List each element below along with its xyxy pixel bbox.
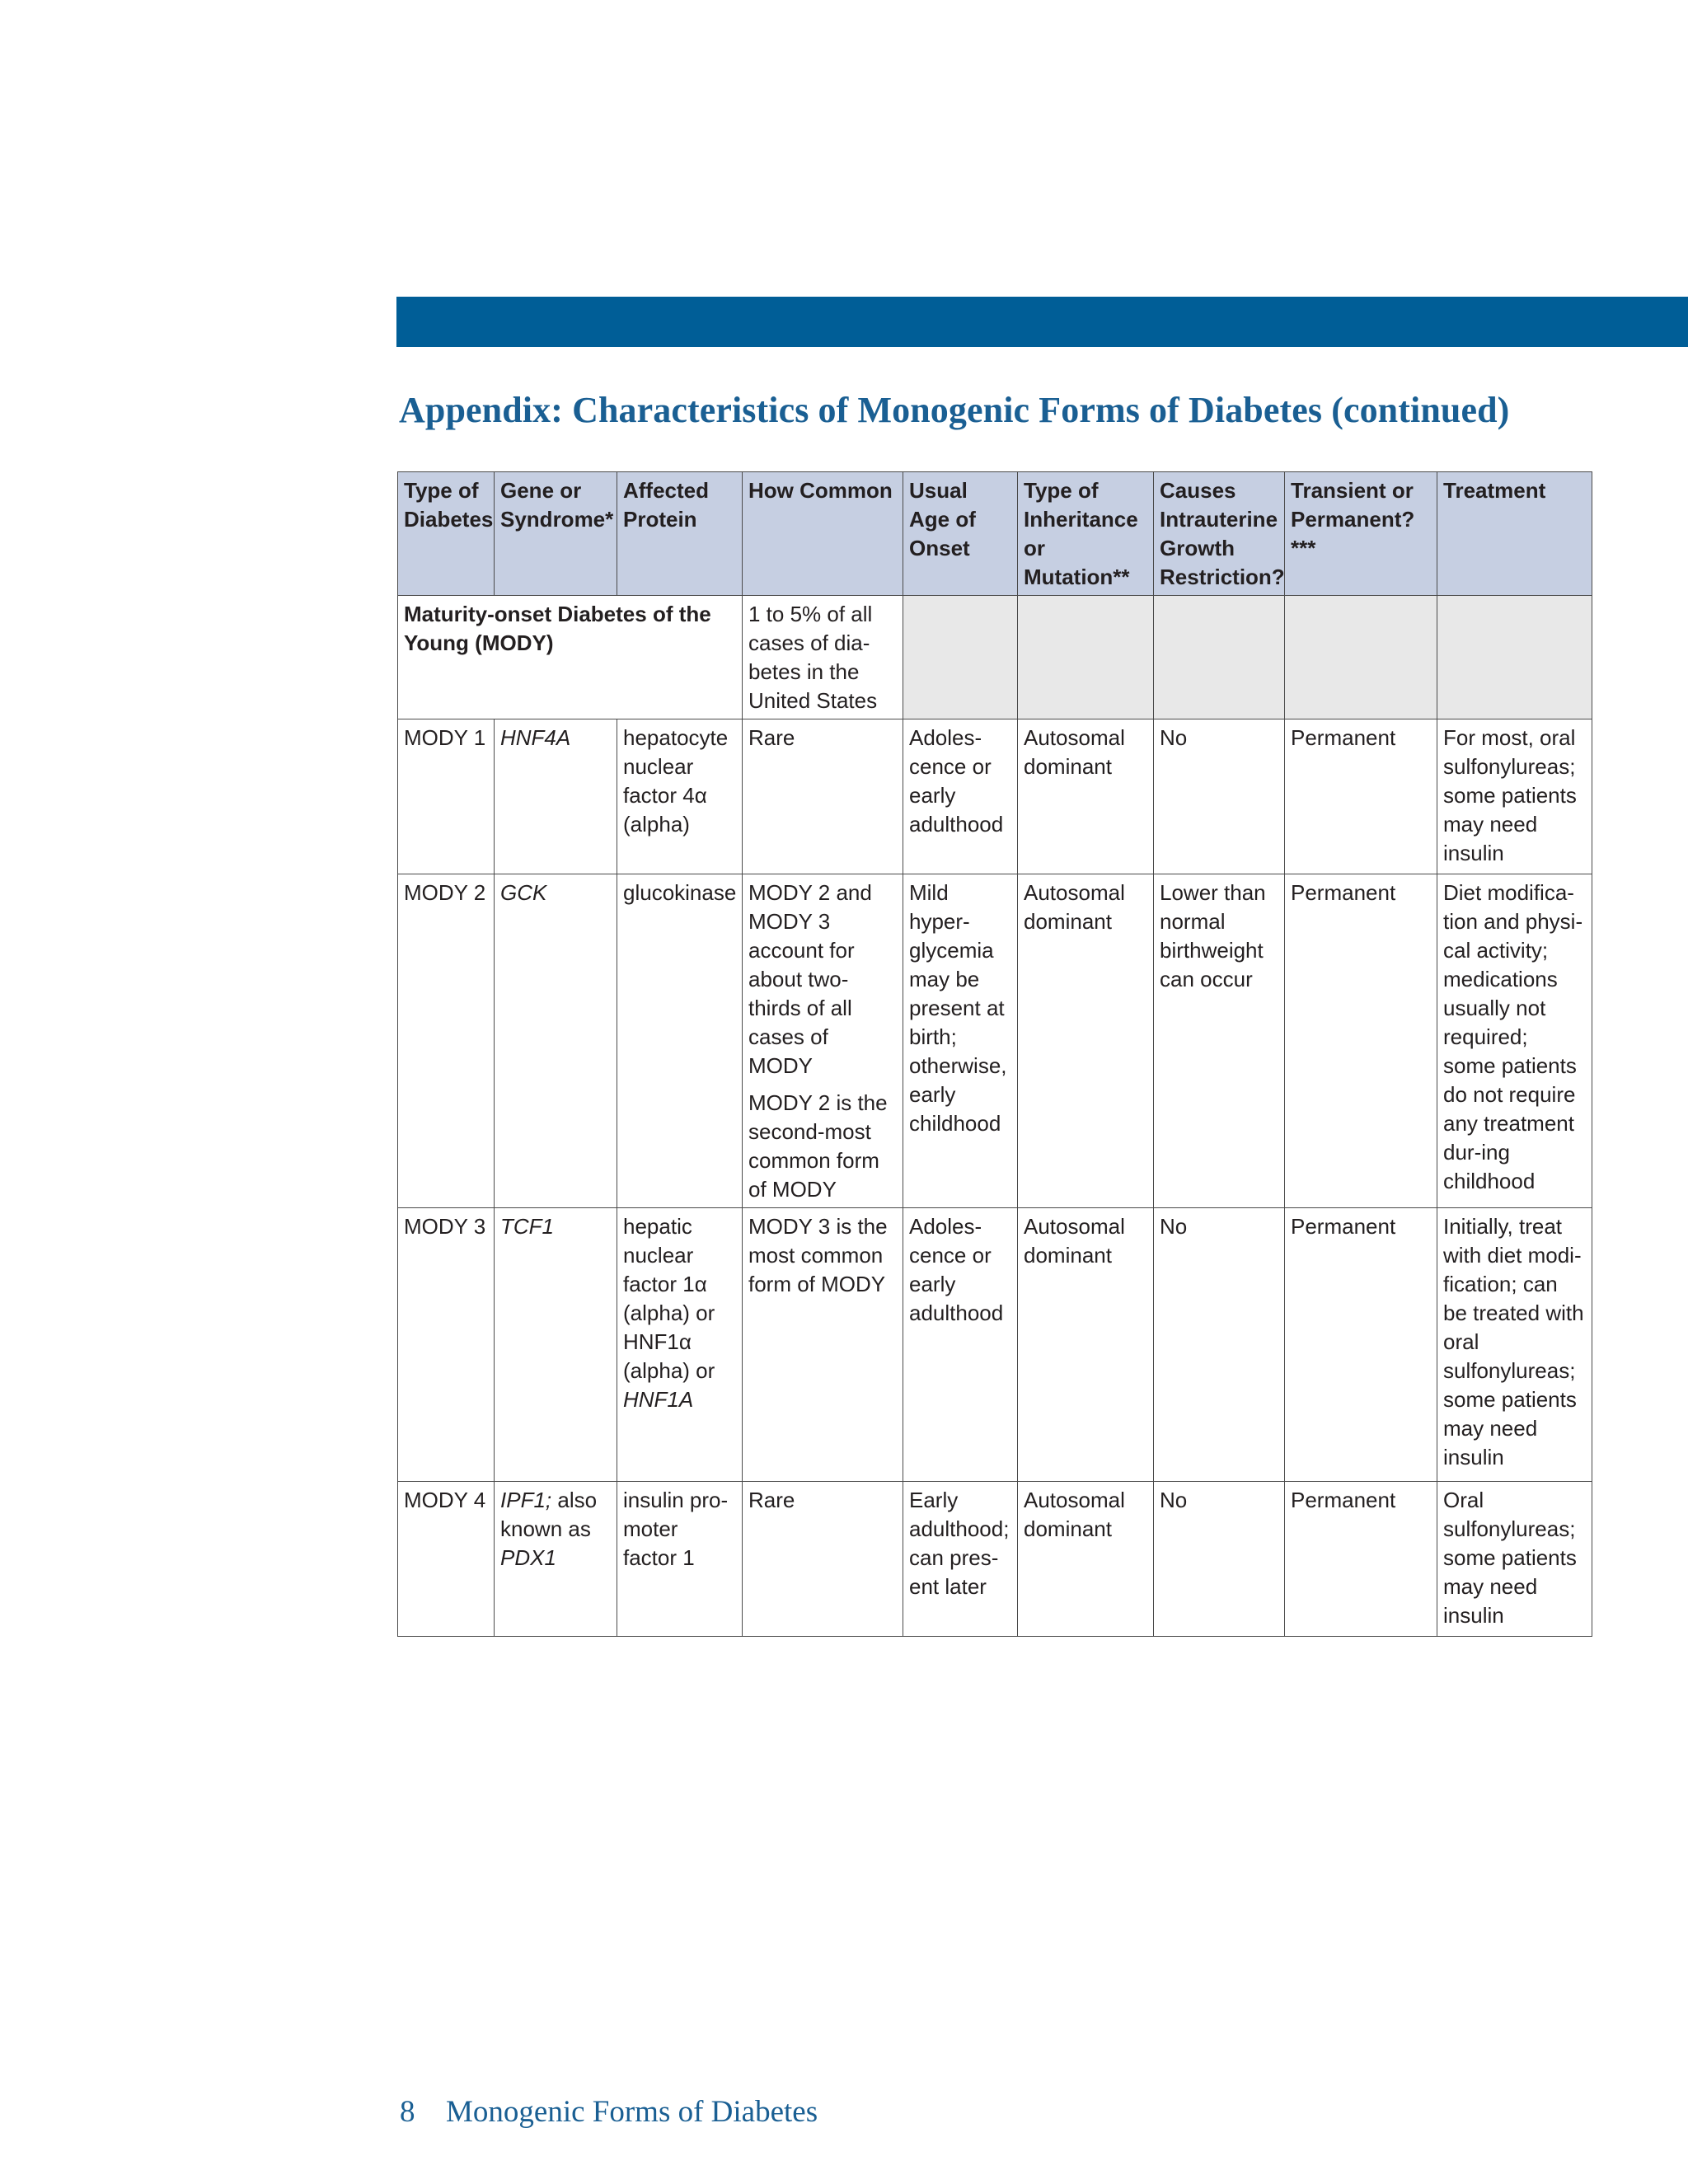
section-row-mody — [398, 596, 1592, 719]
cell-inheritance: Autosomal dominant — [1018, 719, 1154, 874]
cell-how-common — [743, 874, 903, 1208]
col-header-type: Type of Diabetes — [398, 472, 495, 596]
table-row — [398, 874, 1592, 1208]
section-how-common: 1 to 5% of all cases of dia-betes in the United States — [743, 596, 903, 719]
table-row — [398, 719, 1592, 874]
shaded-cell — [1437, 596, 1592, 719]
how-common-paragraph: MODY 2 and MODY 3 account for about two-thirds of all cases of MODY — [748, 880, 872, 1078]
cell-type: MODY 2 — [398, 874, 495, 1208]
shaded-cell — [903, 596, 1018, 719]
cell-protein — [617, 1208, 743, 1482]
cell-type: MODY 4 — [398, 1482, 495, 1637]
cell-inheritance: Autosomal dominant — [1018, 1482, 1154, 1637]
col-header-inheritance: Type of Inheritance or Mutation** — [1018, 472, 1154, 596]
cell-type: MODY 3 — [398, 1208, 495, 1482]
col-header-transient: Transient or Permanent?*** — [1285, 472, 1437, 596]
cell-onset: Adoles-cence or early adulthood — [903, 1208, 1018, 1482]
cell-iugr: Lower than normal birthweight can occur — [1154, 874, 1285, 1208]
cell-treatment: Initially, treat with diet modi-fication; can be treated with oral sulfonylureas; some patients may need insulin — [1437, 1208, 1592, 1482]
cell-protein: hepatocyte nuclear factor 4α (alpha) — [617, 719, 743, 874]
cell-how-common: Rare — [743, 719, 903, 874]
cell-how-common: MODY 3 is the most common form of MODY — [743, 1208, 903, 1482]
cell-gene: GCK — [495, 874, 617, 1208]
cell-transient: Permanent — [1285, 1208, 1437, 1482]
how-common-paragraph-2: MODY 2 is the second-most common form of MODY — [748, 1090, 888, 1202]
col-header-how-common: How Common — [743, 472, 903, 596]
cell-inheritance: Autosomal dominant — [1018, 874, 1154, 1208]
col-header-protein: Affected Protein — [617, 472, 743, 596]
page-number: 8 — [400, 2095, 415, 2129]
gene-alias-symbol: PDX1 — [500, 1545, 556, 1570]
cell-treatment: Oral sulfonylureas; some patients may need insulin — [1437, 1482, 1592, 1637]
cell-onset: Adoles-cence or early adulthood — [903, 719, 1018, 874]
shaded-cell — [1154, 596, 1285, 719]
gene-alias-text: also known as — [500, 1488, 598, 1541]
cell-transient: Permanent — [1285, 1482, 1437, 1637]
table-header-row — [398, 472, 1592, 596]
cell-iugr: No — [1154, 1208, 1285, 1482]
gene-symbol: IPF1; — [500, 1488, 552, 1512]
cell-transient: Permanent — [1285, 874, 1437, 1208]
col-header-treatment: Treatment — [1437, 472, 1592, 596]
col-header-gene: Gene or Syndrome* — [495, 472, 617, 596]
cell-onset: Mild hyper-glycemia may be present at birth; otherwise, early childhood — [903, 874, 1018, 1208]
cell-iugr: No — [1154, 719, 1285, 874]
cell-protein: insulin pro-moter factor 1 — [617, 1482, 743, 1637]
cell-how-common: Rare — [743, 1482, 903, 1637]
shaded-cell — [1285, 596, 1437, 719]
cell-gene: HNF4A — [495, 719, 617, 874]
cell-transient: Permanent — [1285, 719, 1437, 874]
cell-gene: TCF1 — [495, 1208, 617, 1482]
header-color-bar — [396, 297, 1688, 347]
cell-treatment: For most, oral sulfonylureas; some patients may need insulin — [1437, 719, 1592, 874]
cell-inheritance: Autosomal dominant — [1018, 1208, 1154, 1482]
cell-onset: Early adulthood; can pres-ent later — [903, 1482, 1018, 1637]
protein-text: hepatic nuclear factor 1α (alpha) or HNF1α (alpha) or — [623, 1214, 715, 1383]
page-title: Appendix: Characteristics of Monogenic Forms of Diabetes (continued) — [399, 390, 1510, 430]
cell-gene — [495, 1482, 617, 1637]
running-footer-title: Monogenic Forms of Diabetes — [446, 2095, 818, 2129]
col-header-iugr: Causes Intrauterine Growth Restriction? — [1154, 472, 1285, 596]
cell-iugr: No — [1154, 1482, 1285, 1637]
shaded-cell — [1018, 596, 1154, 719]
cell-protein: glucokinase — [617, 874, 743, 1208]
col-header-onset: Usual Age of Onset — [903, 472, 1018, 596]
cell-type: MODY 1 — [398, 719, 495, 874]
monogenic-diabetes-table — [397, 471, 1592, 1637]
table-row — [398, 1482, 1592, 1637]
cell-treatment: Diet modifica-tion and physi-cal activity; medications usually not required; some patients do not require any treatment dur-ing childhood — [1437, 874, 1592, 1208]
protein-gene-symbol: HNF1A — [623, 1387, 694, 1412]
table-row — [398, 1208, 1592, 1482]
section-label: Maturity-onset Diabetes of the Young (MODY) — [398, 596, 743, 719]
